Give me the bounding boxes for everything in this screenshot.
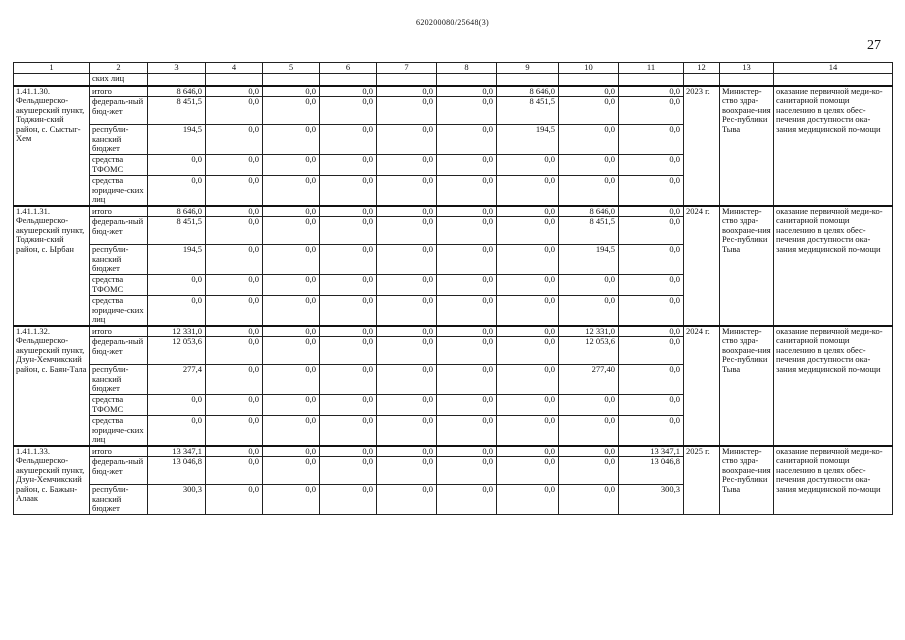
amount-cell: 0,0: [263, 217, 320, 245]
amount-cell: 0,0: [263, 365, 320, 395]
amount-cell: 0,0: [148, 155, 206, 176]
empty-cell: [559, 74, 619, 86]
amount-cell: 0,0: [437, 485, 497, 515]
amount-cell: 0,0: [263, 245, 320, 275]
amount-cell: 0,0: [497, 296, 559, 326]
amount-cell: 12 053,6: [559, 337, 619, 365]
result-cell: оказание первичной меди-ко-санитарной помощи населению в целях обес-печения доступности ока-зания медицинской по-мощи: [774, 326, 893, 446]
amount-cell: 0,0: [497, 326, 559, 337]
amount-cell: 0,0: [377, 296, 437, 326]
amount-cell: 13 046,8: [619, 457, 684, 485]
result-cell: оказание первичной меди-ко-санитарной помощи населению в целях обес-печения доступности ока-зания медицинской по-мощи: [774, 206, 893, 326]
amount-cell: 0,0: [619, 395, 684, 416]
empty-cell: [720, 74, 774, 86]
amount-cell: 0,0: [263, 416, 320, 446]
amount-cell: 0,0: [497, 485, 559, 515]
amount-cell: 0,0: [497, 395, 559, 416]
amount-cell: 0,0: [148, 176, 206, 206]
amount-cell: 0,0: [206, 155, 263, 176]
amount-cell: 0,0: [320, 275, 377, 296]
year-cell: 2024 г.: [684, 326, 720, 446]
executor-cell: Министер-ство здра-воохране-ния Рес-публики Тыва: [720, 86, 774, 206]
result-cell: оказание первичной меди-ко-санитарной помощи населению в целях обес-печения доступности ока-зания медицинской по-мощи: [774, 446, 893, 515]
amount-cell: 0,0: [619, 217, 684, 245]
amount-cell: 0,0: [437, 457, 497, 485]
empty-cell: [497, 74, 559, 86]
amount-cell: 277,4: [148, 365, 206, 395]
amount-cell: 0,0: [437, 217, 497, 245]
amount-cell: 0,0: [437, 97, 497, 125]
empty-cell: [774, 74, 893, 86]
amount-cell: 0,0: [320, 296, 377, 326]
table-row: [14, 206, 893, 217]
page-number: 27: [867, 38, 881, 53]
amount-cell: 12 331,0: [559, 326, 619, 337]
executor-cell: Министер-ство здра-воохране-ния Рес-публики Тыва: [720, 326, 774, 446]
amount-cell: 0,0: [497, 457, 559, 485]
amount-cell: 0,0: [148, 296, 206, 326]
table-row: [14, 446, 893, 457]
amount-cell: 0,0: [320, 97, 377, 125]
header-cell: 7: [377, 63, 437, 74]
amount-cell: 0,0: [206, 395, 263, 416]
amount-cell: 0,0: [377, 457, 437, 485]
amount-cell: 0,0: [377, 485, 437, 515]
empty-cell: [206, 74, 263, 86]
executor-cell: Министер-ство здра-воохране-ния Рес-публики Тыва: [720, 446, 774, 515]
source-cell: итого: [90, 206, 148, 217]
header-cell: 9: [497, 63, 559, 74]
amount-cell: 0,0: [320, 125, 377, 155]
amount-cell: 0,0: [320, 416, 377, 446]
amount-cell: 0,0: [559, 275, 619, 296]
amount-cell: 0,0: [437, 296, 497, 326]
amount-cell: 0,0: [206, 296, 263, 326]
amount-cell: 0,0: [377, 395, 437, 416]
year-cell: 2025 г.: [684, 446, 720, 515]
amount-cell: 0,0: [377, 217, 437, 245]
amount-cell: 0,0: [437, 365, 497, 395]
object-name-cell: 1.41.1.32. Фельдшерско-акушерский пункт, Дзун-Хемчикский район, с. Баян-Тала: [14, 326, 90, 446]
amount-cell: 0,0: [497, 245, 559, 275]
amount-cell: 0,0: [497, 206, 559, 217]
amount-cell: 0,0: [377, 86, 437, 97]
amount-cell: 0,0: [206, 446, 263, 457]
amount-cell: 8 646,0: [559, 206, 619, 217]
amount-cell: 0,0: [497, 155, 559, 176]
amount-cell: 0,0: [206, 485, 263, 515]
amount-cell: 8 451,5: [559, 217, 619, 245]
amount-cell: 0,0: [263, 206, 320, 217]
amount-cell: 0,0: [206, 337, 263, 365]
year-cell: 2023 г.: [684, 86, 720, 206]
amount-cell: 0,0: [377, 275, 437, 296]
amount-cell: 0,0: [559, 457, 619, 485]
empty-cell: [619, 74, 684, 86]
amount-cell: 0,0: [320, 217, 377, 245]
object-name-cell: 1.41.1.31. Фельдшерско-акушерский пункт, Тоджин-ский район, с. Ырбан: [14, 206, 90, 326]
amount-cell: 0,0: [377, 97, 437, 125]
amount-cell: 0,0: [377, 176, 437, 206]
amount-cell: 0,0: [263, 86, 320, 97]
empty-cell: [684, 74, 720, 86]
header-cell: 6: [320, 63, 377, 74]
amount-cell: 0,0: [497, 275, 559, 296]
amount-cell: 0,0: [377, 125, 437, 155]
amount-cell: 0,0: [320, 446, 377, 457]
amount-cell: 0,0: [437, 337, 497, 365]
amount-cell: 0,0: [263, 446, 320, 457]
amount-cell: 194,5: [559, 245, 619, 275]
amount-cell: 13 046,8: [148, 457, 206, 485]
amount-cell: 0,0: [148, 275, 206, 296]
amount-cell: 0,0: [619, 97, 684, 125]
source-cell: федераль-ный бюд-жет: [90, 457, 148, 485]
amount-cell: 0,0: [619, 275, 684, 296]
amount-cell: 8 646,0: [148, 86, 206, 97]
funding-table: [13, 62, 893, 515]
header-cell: 5: [263, 63, 320, 74]
amount-cell: 0,0: [437, 155, 497, 176]
table-row: [14, 326, 893, 337]
amount-cell: 0,0: [206, 176, 263, 206]
amount-cell: 0,0: [263, 155, 320, 176]
amount-cell: 0,0: [619, 326, 684, 337]
empty-cell: [320, 74, 377, 86]
amount-cell: 194,5: [148, 125, 206, 155]
source-cell: федераль-ный бюд-жет: [90, 337, 148, 365]
source-cell: средства юридиче-ских лиц: [90, 176, 148, 206]
amount-cell: 0,0: [263, 97, 320, 125]
amount-cell: 0,0: [320, 206, 377, 217]
amount-cell: 0,0: [437, 275, 497, 296]
source-cell: итого: [90, 326, 148, 337]
empty-cell: [14, 74, 90, 86]
header-cell: 14: [774, 63, 893, 74]
amount-cell: 0,0: [497, 337, 559, 365]
amount-cell: 0,0: [497, 416, 559, 446]
amount-cell: 13 347,1: [619, 446, 684, 457]
amount-cell: 0,0: [377, 365, 437, 395]
amount-cell: 0,0: [320, 457, 377, 485]
empty-cell: [377, 74, 437, 86]
source-cell: средства ТФОМС: [90, 275, 148, 296]
amount-cell: 0,0: [619, 176, 684, 206]
amount-cell: 0,0: [497, 446, 559, 457]
amount-cell: 0,0: [148, 395, 206, 416]
source-cell: федераль-ный бюд-жет: [90, 97, 148, 125]
amount-cell: 0,0: [559, 155, 619, 176]
header-cell: 4: [206, 63, 263, 74]
header-cell: 2: [90, 63, 148, 74]
amount-cell: 0,0: [320, 155, 377, 176]
amount-cell: 0,0: [377, 337, 437, 365]
amount-cell: 0,0: [263, 485, 320, 515]
amount-cell: 194,5: [148, 245, 206, 275]
source-cell: республи-канский бюджет: [90, 365, 148, 395]
amount-cell: 0,0: [559, 296, 619, 326]
amount-cell: 0,0: [206, 97, 263, 125]
empty-cell: [263, 74, 320, 86]
amount-cell: 0,0: [619, 416, 684, 446]
amount-cell: 0,0: [320, 365, 377, 395]
amount-cell: 0,0: [263, 395, 320, 416]
source-cell: средства ТФОМС: [90, 395, 148, 416]
amount-cell: 8 451,5: [148, 217, 206, 245]
amount-cell: 0,0: [559, 176, 619, 206]
amount-cell: 8 646,0: [148, 206, 206, 217]
amount-cell: 0,0: [377, 416, 437, 446]
amount-cell: 277,40: [559, 365, 619, 395]
executor-cell: Министер-ство здра-воохране-ния Рес-публики Тыва: [720, 206, 774, 326]
amount-cell: 0,0: [497, 217, 559, 245]
year-cell: 2024 г.: [684, 206, 720, 326]
amount-cell: 0,0: [263, 326, 320, 337]
amount-cell: 0,0: [619, 365, 684, 395]
amount-cell: 0,0: [437, 245, 497, 275]
empty-cell: [148, 74, 206, 86]
amount-cell: 194,5: [497, 125, 559, 155]
amount-cell: 0,0: [619, 296, 684, 326]
carry-over-row: [14, 74, 893, 86]
amount-cell: 0,0: [206, 217, 263, 245]
table-row: [14, 86, 893, 97]
source-cell: республи-канский бюджет: [90, 125, 148, 155]
amount-cell: 0,0: [206, 416, 263, 446]
amount-cell: 13 347,1: [148, 446, 206, 457]
amount-cell: 0,0: [437, 416, 497, 446]
source-cell: итого: [90, 86, 148, 97]
header-cell: 13: [720, 63, 774, 74]
amount-cell: 0,0: [437, 326, 497, 337]
amount-cell: 0,0: [263, 296, 320, 326]
amount-cell: 0,0: [377, 446, 437, 457]
amount-cell: 0,0: [437, 206, 497, 217]
table-header-row: [14, 63, 893, 74]
amount-cell: 0,0: [320, 485, 377, 515]
amount-cell: 0,0: [437, 395, 497, 416]
amount-cell: 0,0: [206, 457, 263, 485]
amount-cell: 0,0: [437, 125, 497, 155]
amount-cell: 0,0: [320, 395, 377, 416]
amount-cell: 12 053,6: [148, 337, 206, 365]
result-cell: оказание первичной меди-ко-санитарной помощи населению в целях обес-печения доступности ока-зания медицинской по-мощи: [774, 86, 893, 206]
amount-cell: 0,0: [320, 326, 377, 337]
amount-cell: 300,3: [619, 485, 684, 515]
amount-cell: 0,0: [263, 275, 320, 296]
header-cell: 12: [684, 63, 720, 74]
amount-cell: 0,0: [320, 245, 377, 275]
amount-cell: 12 331,0: [148, 326, 206, 337]
amount-cell: 0,0: [320, 86, 377, 97]
object-name-cell: 1.41.1.33. Фельдшерско-акушерский пункт, Дзун-Хемчикский район, с. Бажын-Алаак: [14, 446, 90, 515]
amount-cell: 0,0: [619, 337, 684, 365]
header-cell: 3: [148, 63, 206, 74]
amount-cell: 0,0: [559, 125, 619, 155]
header-cell: 10: [559, 63, 619, 74]
object-name-cell: 1.41.1.30. Фельдшерско-акушерский пункт, Тоджин-ский район, с. Сыстыг-Хем: [14, 86, 90, 206]
amount-cell: 0,0: [206, 365, 263, 395]
amount-cell: 0,0: [320, 176, 377, 206]
header-cell: 11: [619, 63, 684, 74]
amount-cell: 0,0: [559, 97, 619, 125]
source-cell: республи-канский бюджет: [90, 485, 148, 515]
amount-cell: 0,0: [206, 275, 263, 296]
amount-cell: 0,0: [377, 245, 437, 275]
amount-cell: 0,0: [497, 365, 559, 395]
amount-cell: 0,0: [619, 206, 684, 217]
amount-cell: 0,0: [619, 86, 684, 97]
amount-cell: 0,0: [497, 176, 559, 206]
amount-cell: 8 646,0: [497, 86, 559, 97]
amount-cell: 0,0: [377, 155, 437, 176]
amount-cell: 0,0: [437, 446, 497, 457]
amount-cell: 0,0: [206, 245, 263, 275]
amount-cell: 0,0: [263, 457, 320, 485]
amount-cell: 0,0: [377, 206, 437, 217]
source-cell: средства юридиче-ских лиц: [90, 296, 148, 326]
amount-cell: 0,0: [320, 337, 377, 365]
amount-cell: 0,0: [559, 395, 619, 416]
source-cell: федераль-ный бюд-жет: [90, 217, 148, 245]
amount-cell: 0,0: [206, 86, 263, 97]
amount-cell: 0,0: [619, 245, 684, 275]
amount-cell: 0,0: [437, 86, 497, 97]
source-cell: ских лиц: [90, 74, 148, 86]
amount-cell: 8 451,5: [148, 97, 206, 125]
amount-cell: 0,0: [263, 337, 320, 365]
amount-cell: 0,0: [619, 155, 684, 176]
amount-cell: 0,0: [559, 86, 619, 97]
amount-cell: 300,3: [148, 485, 206, 515]
source-cell: средства ТФОМС: [90, 155, 148, 176]
amount-cell: 0,0: [559, 416, 619, 446]
header-cell: 8: [437, 63, 497, 74]
amount-cell: 0,0: [559, 446, 619, 457]
source-cell: итого: [90, 446, 148, 457]
document-id: 620200080/25648(3): [416, 18, 489, 27]
source-cell: средства юридиче-ских лиц: [90, 416, 148, 446]
amount-cell: 0,0: [148, 416, 206, 446]
empty-cell: [437, 74, 497, 86]
amount-cell: 0,0: [206, 125, 263, 155]
amount-cell: 0,0: [263, 125, 320, 155]
amount-cell: 0,0: [619, 125, 684, 155]
amount-cell: 0,0: [437, 176, 497, 206]
amount-cell: 0,0: [206, 206, 263, 217]
amount-cell: 0,0: [559, 485, 619, 515]
source-cell: республи-канский бюджет: [90, 245, 148, 275]
amount-cell: 8 451,5: [497, 97, 559, 125]
amount-cell: 0,0: [377, 326, 437, 337]
amount-cell: 0,0: [263, 176, 320, 206]
amount-cell: 0,0: [206, 326, 263, 337]
header-cell: 1: [14, 63, 90, 74]
